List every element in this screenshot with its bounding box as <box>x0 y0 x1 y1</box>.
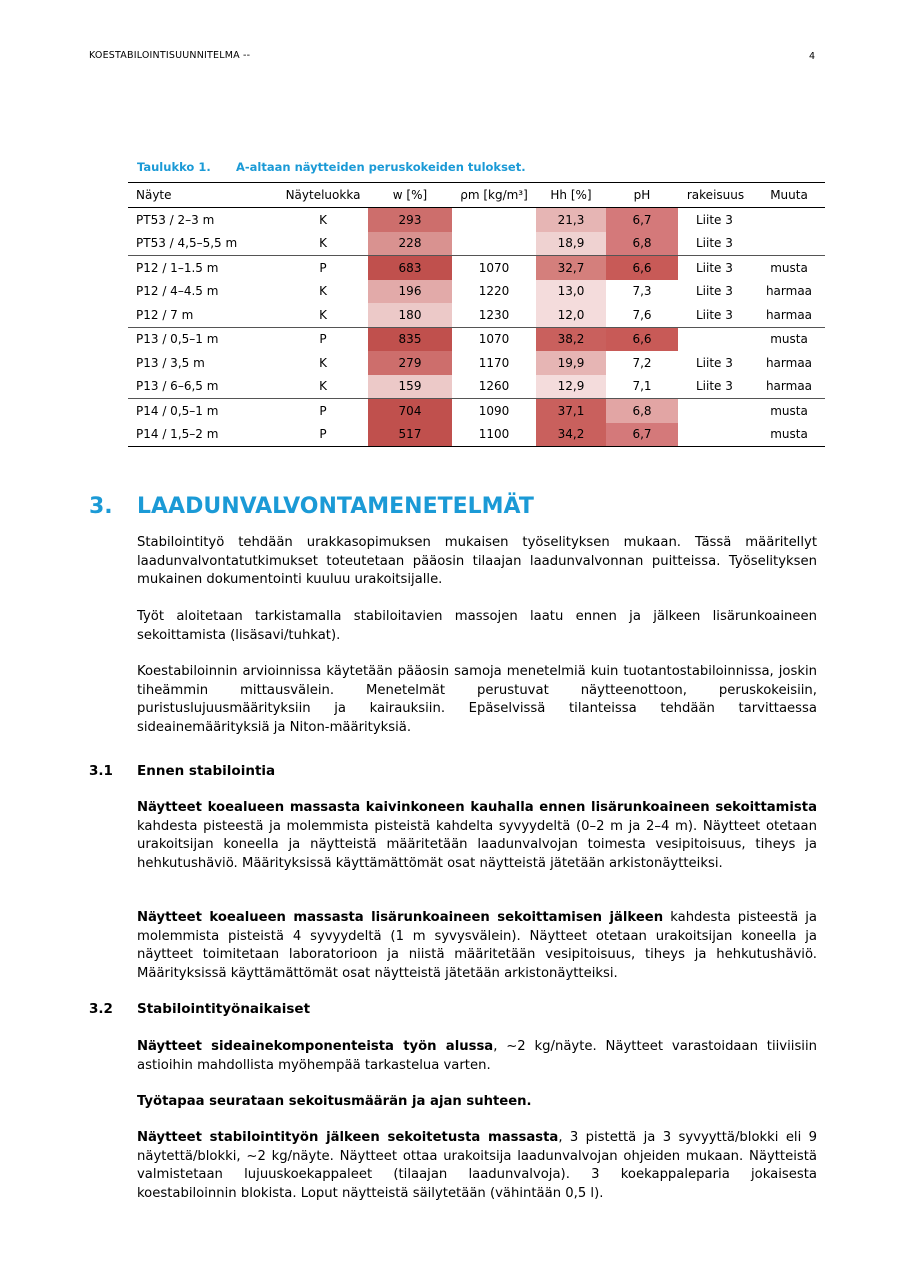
table-row <box>128 327 825 351</box>
water-content-cell: 293 <box>368 208 452 232</box>
section-title: LAADUNVALVONTAMENETELMÄT <box>137 494 534 519</box>
ph-cell: 7,2 <box>632 355 652 370</box>
sample-cell: PT53 / 4,5–5,5 m <box>136 236 238 251</box>
loss-on-ignition-cell: 12,0 <box>536 303 606 327</box>
class-cell: K <box>319 236 327 251</box>
other-cell: musta <box>753 423 825 447</box>
table-row <box>128 256 825 280</box>
sample-cell: P13 / 6–6,5 m <box>136 379 219 394</box>
paragraph: Stabilointityö tehdään urakkasopimuksen mukaisen työselityksen mukaan. Tässä määritellyt laadunvalvontatutkimukset toteutetaan pääosin tilaajan laadunvalvonnan puitteissa. Työselityksen mukainen dokumentointi kuuluu urakoitsijalle. <box>137 535 817 588</box>
subsection-title: Ennen stabilointia <box>137 763 276 779</box>
loss-on-ignition-cell: 21,3 <box>536 208 606 232</box>
sample-cell: P12 / 4–4.5 m <box>136 284 219 299</box>
loss-on-ignition-cell: 12,9 <box>536 375 606 399</box>
loss-on-ignition-cell: 37,1 <box>536 399 606 423</box>
water-content-cell: 228 <box>368 232 452 256</box>
other-cell: harmaa <box>765 355 813 370</box>
ph-cell: 6,8 <box>606 399 678 423</box>
other-cell <box>753 208 825 232</box>
ph-cell: 6,6 <box>606 256 678 280</box>
subsection-number: 3.1 <box>89 763 113 779</box>
loss-on-ignition-cell: 34,2 <box>536 423 606 447</box>
table-row <box>128 232 825 256</box>
results-table <box>128 182 825 447</box>
density-cell: 1070 <box>452 327 536 351</box>
class-cell: K <box>319 284 327 299</box>
grain-size-cell: Liite 3 <box>696 379 733 394</box>
table-row <box>128 351 825 375</box>
ph-cell: 6,8 <box>606 232 678 256</box>
paragraph-lead: Työtapaa seurataan sekoitusmäärän ja ajan suhteen. <box>137 1094 532 1109</box>
subsection-heading <box>89 1001 310 1017</box>
grain-size-cell <box>678 327 753 351</box>
column-header-grain-size: rakeisuus <box>678 183 753 208</box>
paragraph-lead: Näytteet koealueen massasta kaivinkoneen kauhalla ennen lisärunkoaineen sekoittamista <box>137 800 817 815</box>
table-caption-text: A-altaan näytteiden peruskokeiden tulokset. <box>236 160 526 174</box>
density-cell: 1170 <box>478 355 510 370</box>
paragraph-lead: Näytteet koealueen massasta lisärunkoaineen sekoittamisen jälkeen <box>137 910 664 925</box>
sample-cell: P13 / 3,5 m <box>136 355 205 370</box>
other-cell: musta <box>753 327 825 351</box>
sample-cell: P12 / 7 m <box>136 307 194 322</box>
density-cell: 1230 <box>478 307 510 322</box>
class-cell: K <box>319 379 327 394</box>
table-row <box>128 375 825 399</box>
column-header-other: Muuta <box>753 183 825 208</box>
class-cell: P <box>278 423 368 447</box>
water-content-cell: 517 <box>368 423 452 447</box>
column-header-loss-on-ignition: Hh [%] <box>536 183 606 208</box>
paragraph-body: , ~2 kg/näyte. Näytteet varastoidaan tiiviisiin astioihin mahdollista myöhempää tarkastelua varten. <box>137 1039 817 1073</box>
ph-cell: 7,1 <box>632 379 652 394</box>
column-header-density: ρm [kg/m³] <box>452 183 536 208</box>
sample-cell: PT53 / 2–3 m <box>136 212 215 227</box>
other-cell: harmaa <box>765 307 813 322</box>
other-cell: musta <box>753 256 825 280</box>
density-cell <box>452 208 536 232</box>
table-row <box>128 399 825 423</box>
density-cell: 1260 <box>478 379 510 394</box>
density-cell: 1100 <box>452 423 536 447</box>
loss-on-ignition-cell: 19,9 <box>536 351 606 375</box>
loss-on-ignition-cell: 38,2 <box>536 327 606 351</box>
subsection-title: Stabilointityönaikaiset <box>137 1001 311 1017</box>
sample-cell: P14 / 0,5–1 m <box>128 399 278 423</box>
subsection-number: 3.2 <box>89 1001 113 1017</box>
ph-cell: 7,3 <box>632 284 652 299</box>
grain-size-cell <box>678 423 753 447</box>
water-content-cell: 704 <box>368 399 452 423</box>
page-number: 4 <box>809 51 816 62</box>
other-cell: harmaa <box>765 284 813 299</box>
grain-size-cell: Liite 3 <box>696 307 733 322</box>
running-header-title: KOESTABILOINTISUUNNITELMA -- <box>89 50 251 61</box>
water-content-cell: 683 <box>368 256 452 280</box>
grain-size-cell: Liite 3 <box>696 212 733 227</box>
sample-cell: P13 / 0,5–1 m <box>128 327 278 351</box>
section-number: 3. <box>89 494 113 519</box>
table-row <box>128 208 825 232</box>
grain-size-cell: Liite 3 <box>696 355 733 370</box>
water-content-cell: 279 <box>368 351 452 375</box>
column-header-sample: Näyte <box>128 183 278 208</box>
column-header-ph: pH <box>606 183 678 208</box>
class-cell: K <box>319 355 327 370</box>
class-cell: K <box>319 307 327 322</box>
subsection-heading <box>89 763 275 779</box>
ph-cell: 6,6 <box>606 327 678 351</box>
paragraph <box>137 1038 817 1075</box>
sample-cell: P14 / 1,5–2 m <box>128 423 278 447</box>
table-row <box>128 280 825 304</box>
loss-on-ignition-cell: 18,9 <box>536 232 606 256</box>
class-cell: P <box>278 399 368 423</box>
class-cell: P <box>278 327 368 351</box>
grain-size-cell <box>678 399 753 423</box>
water-content-cell: 196 <box>368 280 452 304</box>
water-content-cell: 159 <box>368 375 452 399</box>
loss-on-ignition-cell: 32,7 <box>536 256 606 280</box>
other-cell: musta <box>753 399 825 423</box>
paragraph-body: kahdesta pisteestä ja molemmista pisteistä kahdelta syvyydeltä (0–2 m ja 2–4 m). Näytteet otetaan urakoitsijan koneella ja näytteistä määritetään laadunvalvojan toimesta vesipitoisuus, tiheys ja hehkutushäviö. Määrityksissä käyttämättömät osat näytteistä jätetään arkistonäytteiksi. <box>137 818 817 872</box>
paragraph-body: kahdesta pisteestä ja molemmista pisteistä 4 syvyydeltä (1 m syvysvälein). Näytteet otetaan urakoitsijan koneella ja näytteet toimitetaan laboratorioon ja niistä määritetään vesipitoisuus, tiheys ja hehkutushäviö. Määrityksissä käyttämättömät osat näytteistä jätetään arkistonäytteiksi. <box>137 910 817 982</box>
grain-size-cell: Liite 3 <box>696 236 733 251</box>
column-header-class: Näyteluokka <box>278 183 368 208</box>
paragraph: Koestabiloinnin arvioinnissa käytetään pääosin samoja menetelmiä kuin tuotantostabiloinnissa, joskin tiheämmin mittausvälein. Menetelmät perustuvat näytteenottoon, peruskokeisiin, puristuslujuusmäärityksiin ja kairauksiin. Epäselvissä tilanteissa tehdään tarvittaessa sideainemäärityksiä ja Niton-määrityksiä. <box>137 664 817 736</box>
sample-cell: P12 / 1–1.5 m <box>128 256 278 280</box>
table-row <box>128 423 825 447</box>
water-content-cell: 835 <box>368 327 452 351</box>
table-row <box>128 303 825 327</box>
column-header-water-content: w [%] <box>368 183 452 208</box>
table-caption-number: Taulukko 1. <box>137 160 211 174</box>
class-cell: P <box>278 256 368 280</box>
table-caption <box>137 160 526 174</box>
loss-on-ignition-cell: 13,0 <box>536 280 606 304</box>
paragraph: Työt aloitetaan tarkistamalla stabiloitavien massojen laatu ennen ja jälkeen lisärunkoaineen sekoittamista (lisäsavi/tuhkat). <box>137 609 817 643</box>
density-cell: 1090 <box>452 399 536 423</box>
paragraph <box>137 1093 817 1112</box>
other-cell <box>753 232 825 256</box>
table-header-row <box>128 183 825 208</box>
paragraph-lead: Näytteet sideainekomponenteista työn alussa <box>137 1039 494 1054</box>
paragraph <box>137 1129 817 1204</box>
ph-cell: 6,7 <box>606 208 678 232</box>
grain-size-cell: Liite 3 <box>678 256 753 280</box>
paragraph <box>137 909 817 984</box>
class-cell: K <box>319 212 327 227</box>
density-cell: 1070 <box>452 256 536 280</box>
grain-size-cell: Liite 3 <box>696 284 733 299</box>
paragraph-lead: Näytteet stabilointityön jälkeen sekoitetusta massasta <box>137 1130 559 1145</box>
ph-cell: 6,7 <box>606 423 678 447</box>
water-content-cell: 180 <box>368 303 452 327</box>
other-cell: harmaa <box>765 379 813 394</box>
ph-cell: 7,6 <box>632 307 652 322</box>
paragraph <box>137 799 817 874</box>
density-cell <box>452 232 536 256</box>
section-heading <box>89 494 534 519</box>
density-cell: 1220 <box>478 284 510 299</box>
paragraph-body: , 3 pistettä ja 3 syvyyttä/blokki eli 9 näytettä/blokki, ~2 kg/näyte. Näytteet ottaa urakoitsija laadunvalvojan ohjeiden mukaan. Näytteistä valmistetaan lujuuskoekappaleet (tilaajan laadunvalvoja). 3 koekappaleparia jokaisesta koestabiloinnin blokista. Loput näytteistä säilytetään (vähintään 0,5 l). <box>137 1130 818 1202</box>
